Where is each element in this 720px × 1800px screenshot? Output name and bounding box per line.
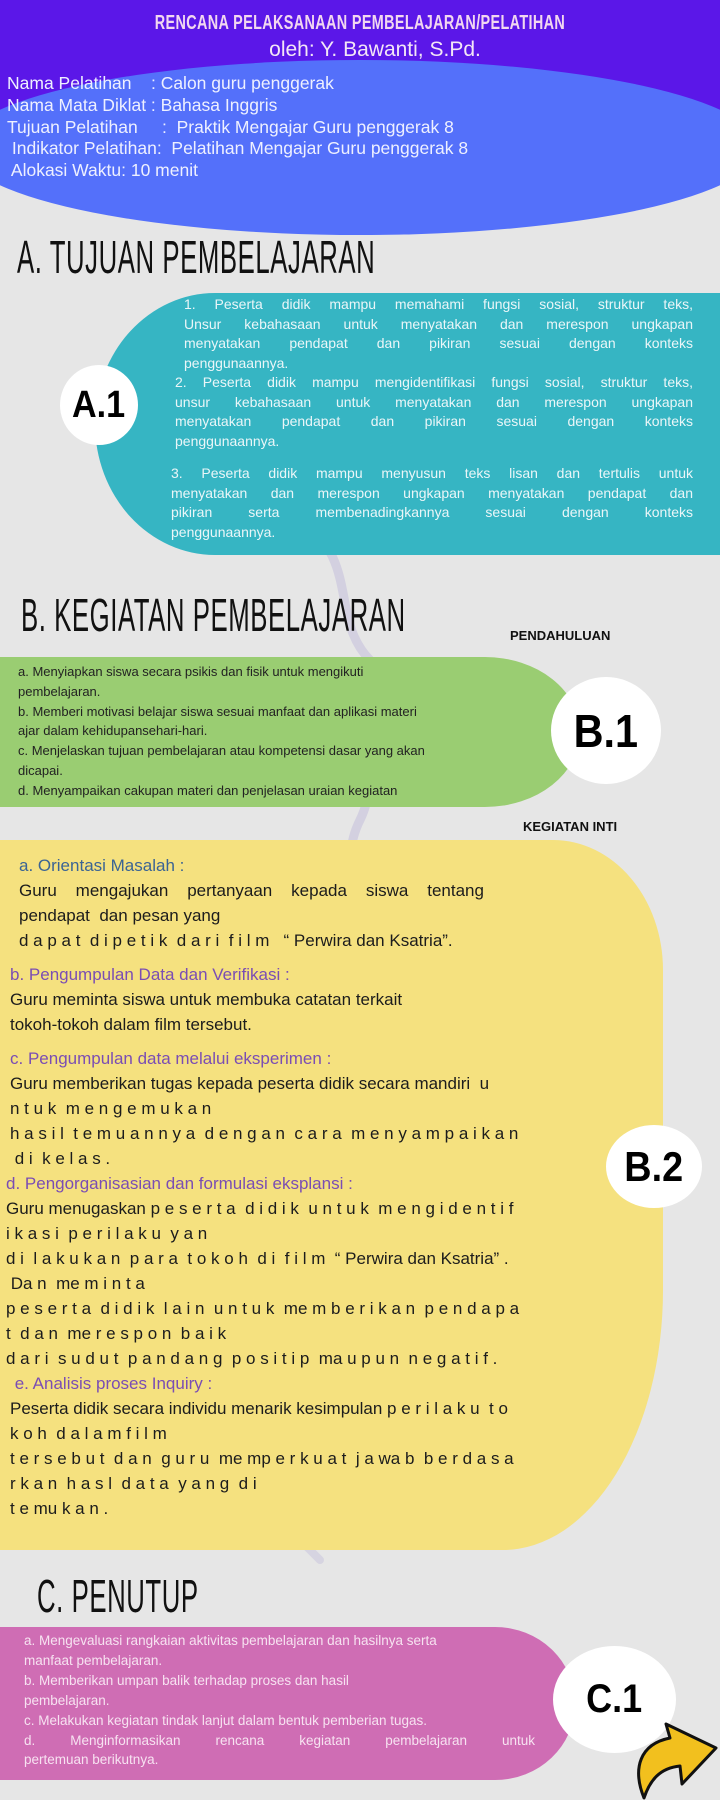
activity-text-line: i k a s i p e r i l a k u y a n [6, 1224, 208, 1243]
author-line: oleh: Y. Bawanti, S.Pd. [269, 38, 481, 61]
objective-line: menyatakan dan merespon ungkapan menyatakan pendapat dan [171, 484, 693, 501]
objective-line: pikiran serta membenadingkannya sesuai dengan konteks [171, 504, 693, 521]
activity-step-heading: d. Pengorganisasian dan formulasi eksplansi : [6, 1174, 353, 1193]
activity-text-line: p e s e r t a d i d i k l a i n u n t u k me m b e r i k a n p e n d a p a [6, 1299, 520, 1318]
penutup-list [24, 1631, 535, 1770]
objective-line: penggunaannya. [171, 524, 276, 541]
pendahuluan-label: PENDAHULUAN [510, 628, 611, 643]
pendahuluan-item-line: pembelajaran. [18, 683, 101, 699]
penutup-item-line: pertemuan berikutnya. [24, 1752, 159, 1768]
objective-2 [175, 373, 693, 452]
activity-step-heading: e. Analisis proses Inquiry : [10, 1374, 213, 1393]
pendahuluan-list [18, 662, 518, 801]
objective-3 [171, 464, 693, 543]
document-title-text: RENCANA PELAKSANAAN PEMBELAJARAN/PELATIHAN [154, 12, 566, 34]
penutup-item-line: b. Memberikan umpan balik terhadap proses dan hasil [24, 1672, 349, 1688]
activity-text-line: Guru meminta siswa untuk membuka catatan terkait [10, 990, 403, 1009]
penutup-item-line: pembelajaran. [24, 1692, 110, 1708]
objective-line: 1. Peserta didik mampu memahami fungsi sosial, struktur teks, [184, 296, 693, 312]
badge-b1 [551, 677, 661, 784]
info-line: Nama Mata Diklat : Bahasa Inggris [7, 94, 278, 115]
activity-text-line: t e mu k a n . [10, 1499, 109, 1518]
activity-text-line: n t u k m e n g e m u k a n [10, 1099, 212, 1118]
activity-text-line: Peserta didik secara individu menarik kesimpulan p e r i l a k u t o [10, 1399, 508, 1418]
pendahuluan-item-line: b. Memberi motivasi belajar siswa sesuai manfaat dan aplikasi materi [18, 703, 417, 719]
pendahuluan-item-line: d. Menyampaikan cakupan materi dan penjelasan uraian kegiatan [18, 782, 398, 798]
pendahuluan-item-line: dicapai. [18, 762, 63, 778]
activity-text-line: Guru memberikan tugas kepada peserta didik secara mandiri u [10, 1074, 490, 1093]
pendahuluan-item-line: a. Menyiapkan siswa secara psikis dan fisik untuk mengikuti [18, 664, 364, 679]
activity-text-line: d a p a t d i p e t i k d a r i f i l m “ Perwira dan Ksatria”. [19, 931, 453, 950]
kegiatan-inti-label: KEGIATAN INTI [523, 819, 618, 834]
section-c-heading: C. PENUTUP [37, 1570, 199, 1622]
activity-text-line: Da n me m i n t a [6, 1274, 145, 1293]
info-line: Alokasi Waktu: 10 menit [7, 160, 198, 181]
curved-arrow-icon[interactable] [630, 1708, 720, 1800]
activity-text-line: r k a n h a s l d a t a y a n g d i [10, 1474, 257, 1493]
penutup-item-line: manfaat pembelajaran. [24, 1652, 163, 1668]
objective-1 [184, 295, 693, 374]
pendahuluan-item-line: c. Menjelaskan tujuan pembelajaran atau kompetensi dasar yang akan [18, 743, 425, 759]
activity-text-line: tokoh-tokoh dalam film tersebut. [10, 1015, 252, 1034]
activity-text-line: h a s i l t e m u a n n y a d e n g a n c a r a m e n y a m p a i k a n [10, 1124, 519, 1143]
penutup-item-line: d. Menginformasikan rencana kegiatan pembelajaran untuk [24, 1732, 535, 1748]
activity-text-line: d a r i s u d u t p a n d a n g p o s i t i p ma u p u n n e g a t i f . [6, 1349, 498, 1368]
objective-line: menyatakan pendapat dan pikiran sesuai dengan konteks [184, 335, 693, 352]
badge-a1-label: A.1 [72, 383, 126, 426]
activity-step-heading: c. Pengumpulan data melalui eksperimen : [10, 1049, 332, 1068]
section-a-heading: A. TUJUAN PEMBELAJARAN [17, 231, 376, 283]
activity-text-line: t e r s e b u t d a n g u r u me mp e r k u a t j a wa b b e r d a s a [10, 1449, 514, 1468]
pendahuluan-item-line: ajar dalam kehidupansehari-hari. [18, 723, 208, 739]
activity-text-line: Guru mengajukan pertanyaan kepada siswa tentang [19, 881, 484, 900]
badge-c1-label: C.1 [586, 1677, 643, 1721]
badge-a1 [60, 365, 138, 445]
activity-text-line: k o h d a l a m f i l m [10, 1424, 167, 1443]
objective-line: penggunaannya. [184, 355, 289, 372]
activity-step-heading: a. Orientasi Masalah : [19, 856, 185, 875]
penutup-item-line: a. Mengevaluasi rangkaian aktivitas pembelajaran dan hasilnya serta [24, 1633, 437, 1648]
badge-b2-label: B.2 [624, 1142, 684, 1190]
objective-line: 3. Peserta didik mampu menyusun teks lisan dan tertulis untuk [171, 465, 693, 481]
badge-b1-label: B.1 [573, 704, 639, 757]
activity-text-line: Guru menugaskan p e s e r t a d i d i k u n t u k m e n g i d e n t i f [6, 1199, 514, 1218]
info-line: Tujuan Pelatihan : Praktik Mengajar Guru penggerak 8 [7, 116, 454, 137]
info-line: Nama Pelatihan : Calon guru penggerak [7, 73, 334, 93]
activity-text-line: d i l a k u k a n p a r a t o k o h d i f i l m “ Perwira dan Ksatria” . [6, 1249, 509, 1268]
section-b-heading: B. KEGIATAN PEMBELAJARAN [21, 589, 406, 641]
objective-line: 2. Peserta didik mampu mengidentifikasi fungsi sosial, struktur teks, [175, 374, 693, 390]
activity-text-line: d i k e l a s . [10, 1149, 111, 1168]
kegiatan-inti-list [6, 853, 650, 1521]
activity-text-line: t d a n me r e s p o n b a i k [6, 1324, 227, 1343]
info-line: Indikator Pelatihan: Pelatihan Mengajar Guru penggerak 8 [7, 138, 469, 159]
activity-text-line: pendapat dan pesan yang [19, 906, 221, 925]
objective-line: unsur kebahasaan untuk menyatakan dan merespon ungkapan [175, 393, 693, 410]
penutup-item-line: c. Melakukan kegiatan tindak lanjut dalam bentuk pemberian tugas. [24, 1712, 427, 1728]
objective-line: penggunaannya. [175, 433, 280, 450]
activity-step-heading: b. Pengumpulan Data dan Verifikasi : [10, 965, 290, 984]
objective-line: menyatakan pendapat dan pikiran sesuai dengan konteks [175, 413, 693, 430]
badge-b2 [606, 1125, 702, 1208]
objective-line: Unsur kebahasaan untuk menyatakan dan merespon ungkapan [184, 315, 693, 332]
